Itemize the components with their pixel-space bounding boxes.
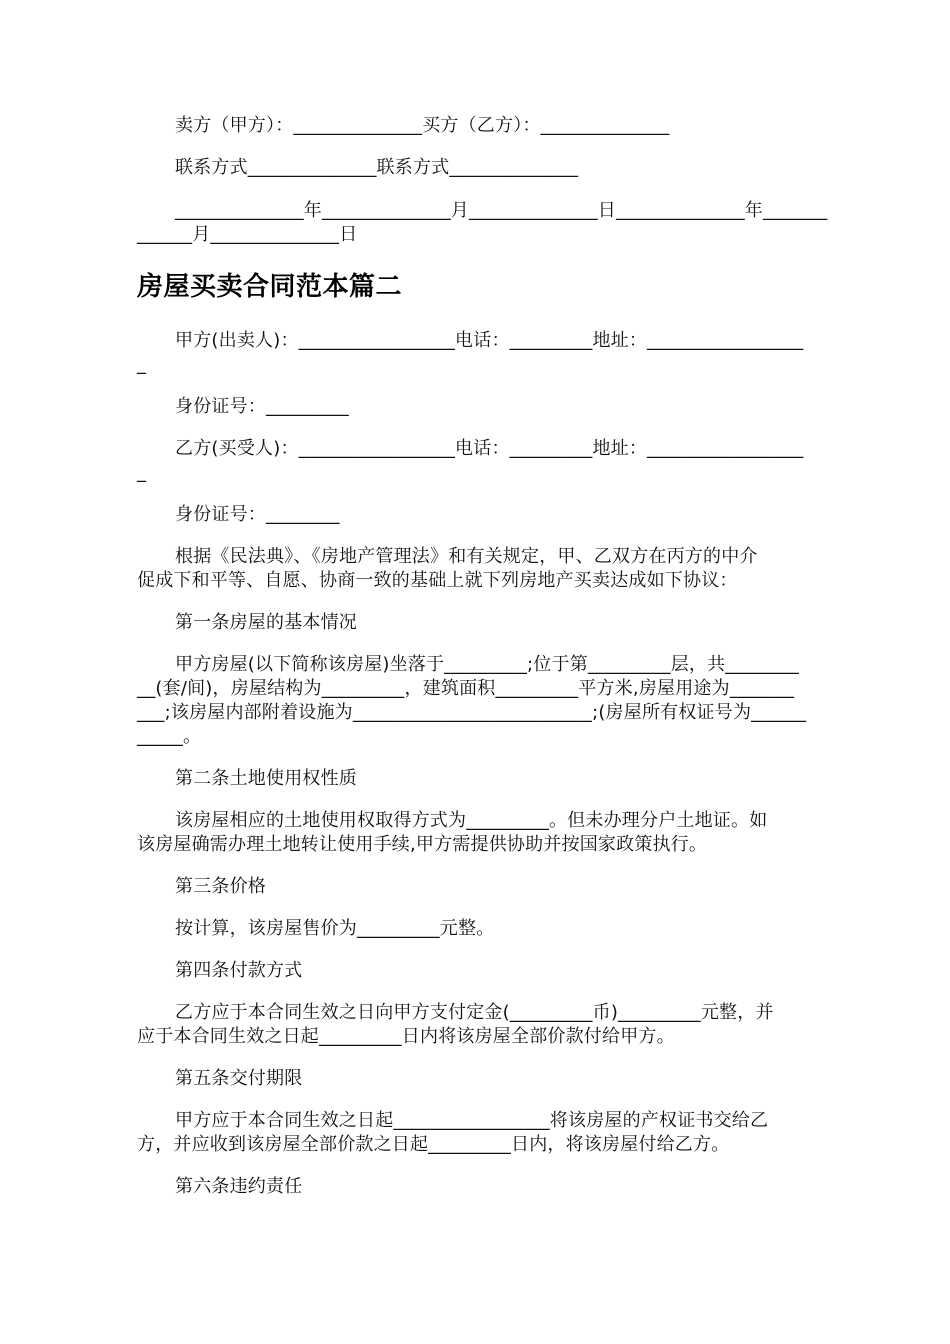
party-b-line-continued: _ — [137, 462, 147, 483]
article-5-line-2: 方，并应收到该房屋全部价款之日起_________日内，将该房屋付给乙方。 — [137, 1134, 730, 1155]
article-1-line-4: _____。 — [137, 726, 202, 747]
date-line: ______________年______________月______________日______________年_______ — [175, 200, 828, 221]
article-4-line-1: 乙方应于本合同生效之日向甲方支付定金(_________币)_________元整，并 — [175, 1002, 774, 1023]
section-title: 房屋买卖合同范本篇二 — [137, 272, 403, 302]
article-2-line-2: 该房屋确需办理土地转让使用手续,甲方需提供协助并按国家政策执行。 — [137, 834, 708, 855]
article-3-line-1: 按计算，该房屋售价为_________元整。 — [175, 918, 495, 939]
article-2-line-1: 该房屋相应的土地使用权取得方式为_________。但未办理分户土地证。如 — [175, 810, 768, 831]
date-line-continued: ______月______________日 — [137, 224, 358, 245]
party-b-id-line: 身份证号：________ — [175, 504, 340, 525]
article-1-line-3: ___;该房屋内部附着设施为__________________________;(房屋所有权证号为______ — [137, 702, 807, 723]
party-a-id-line: 身份证号：_________ — [175, 396, 349, 417]
article-1-line-1: 甲方房屋(以下简称该房屋)坐落于_________;位于第_________层，共________ — [175, 654, 799, 675]
contact-line: 联系方式______________联系方式______________ — [175, 157, 579, 178]
party-b-line: 乙方(买受人)：_________________电话：_________地址：_________________ — [175, 438, 804, 459]
preamble-line-2: 促成下和平等、自愿、协商一致的基础上就下列房地产买卖达成如下协议： — [137, 570, 738, 591]
article-1-title: 第一条房屋的基本情况 — [175, 612, 357, 633]
article-4-line-2: 应于本合同生效之日起_________日内将该房屋全部价款付给甲方。 — [137, 1026, 675, 1047]
seller-buyer-line: 卖方（甲方）：______________买方（乙方）：______________ — [175, 115, 670, 136]
party-a-line: 甲方(出卖人)：_________________电话：_________地址：_________________ — [175, 330, 804, 351]
article-5-title: 第五条交付期限 — [175, 1068, 303, 1089]
article-1-line-2: __(套/间)，房屋结构为_________，建筑面积_________平方米,房屋用途为_______ — [137, 678, 795, 699]
party-a-line-continued: _ — [137, 354, 147, 375]
article-4-title: 第四条付款方式 — [175, 960, 303, 981]
article-5-line-1: 甲方应于本合同生效之日起_________________将该房屋的产权证书交给乙 — [175, 1110, 769, 1131]
article-2-title: 第二条土地使用权性质 — [175, 768, 357, 789]
preamble-line-1: 根据《民法典》、《房地产管理法》和有关规定，甲、乙双方在丙方的中介 — [175, 546, 758, 567]
article-6-title: 第六条违约责任 — [175, 1176, 303, 1197]
article-3-title: 第三条价格 — [175, 876, 266, 897]
